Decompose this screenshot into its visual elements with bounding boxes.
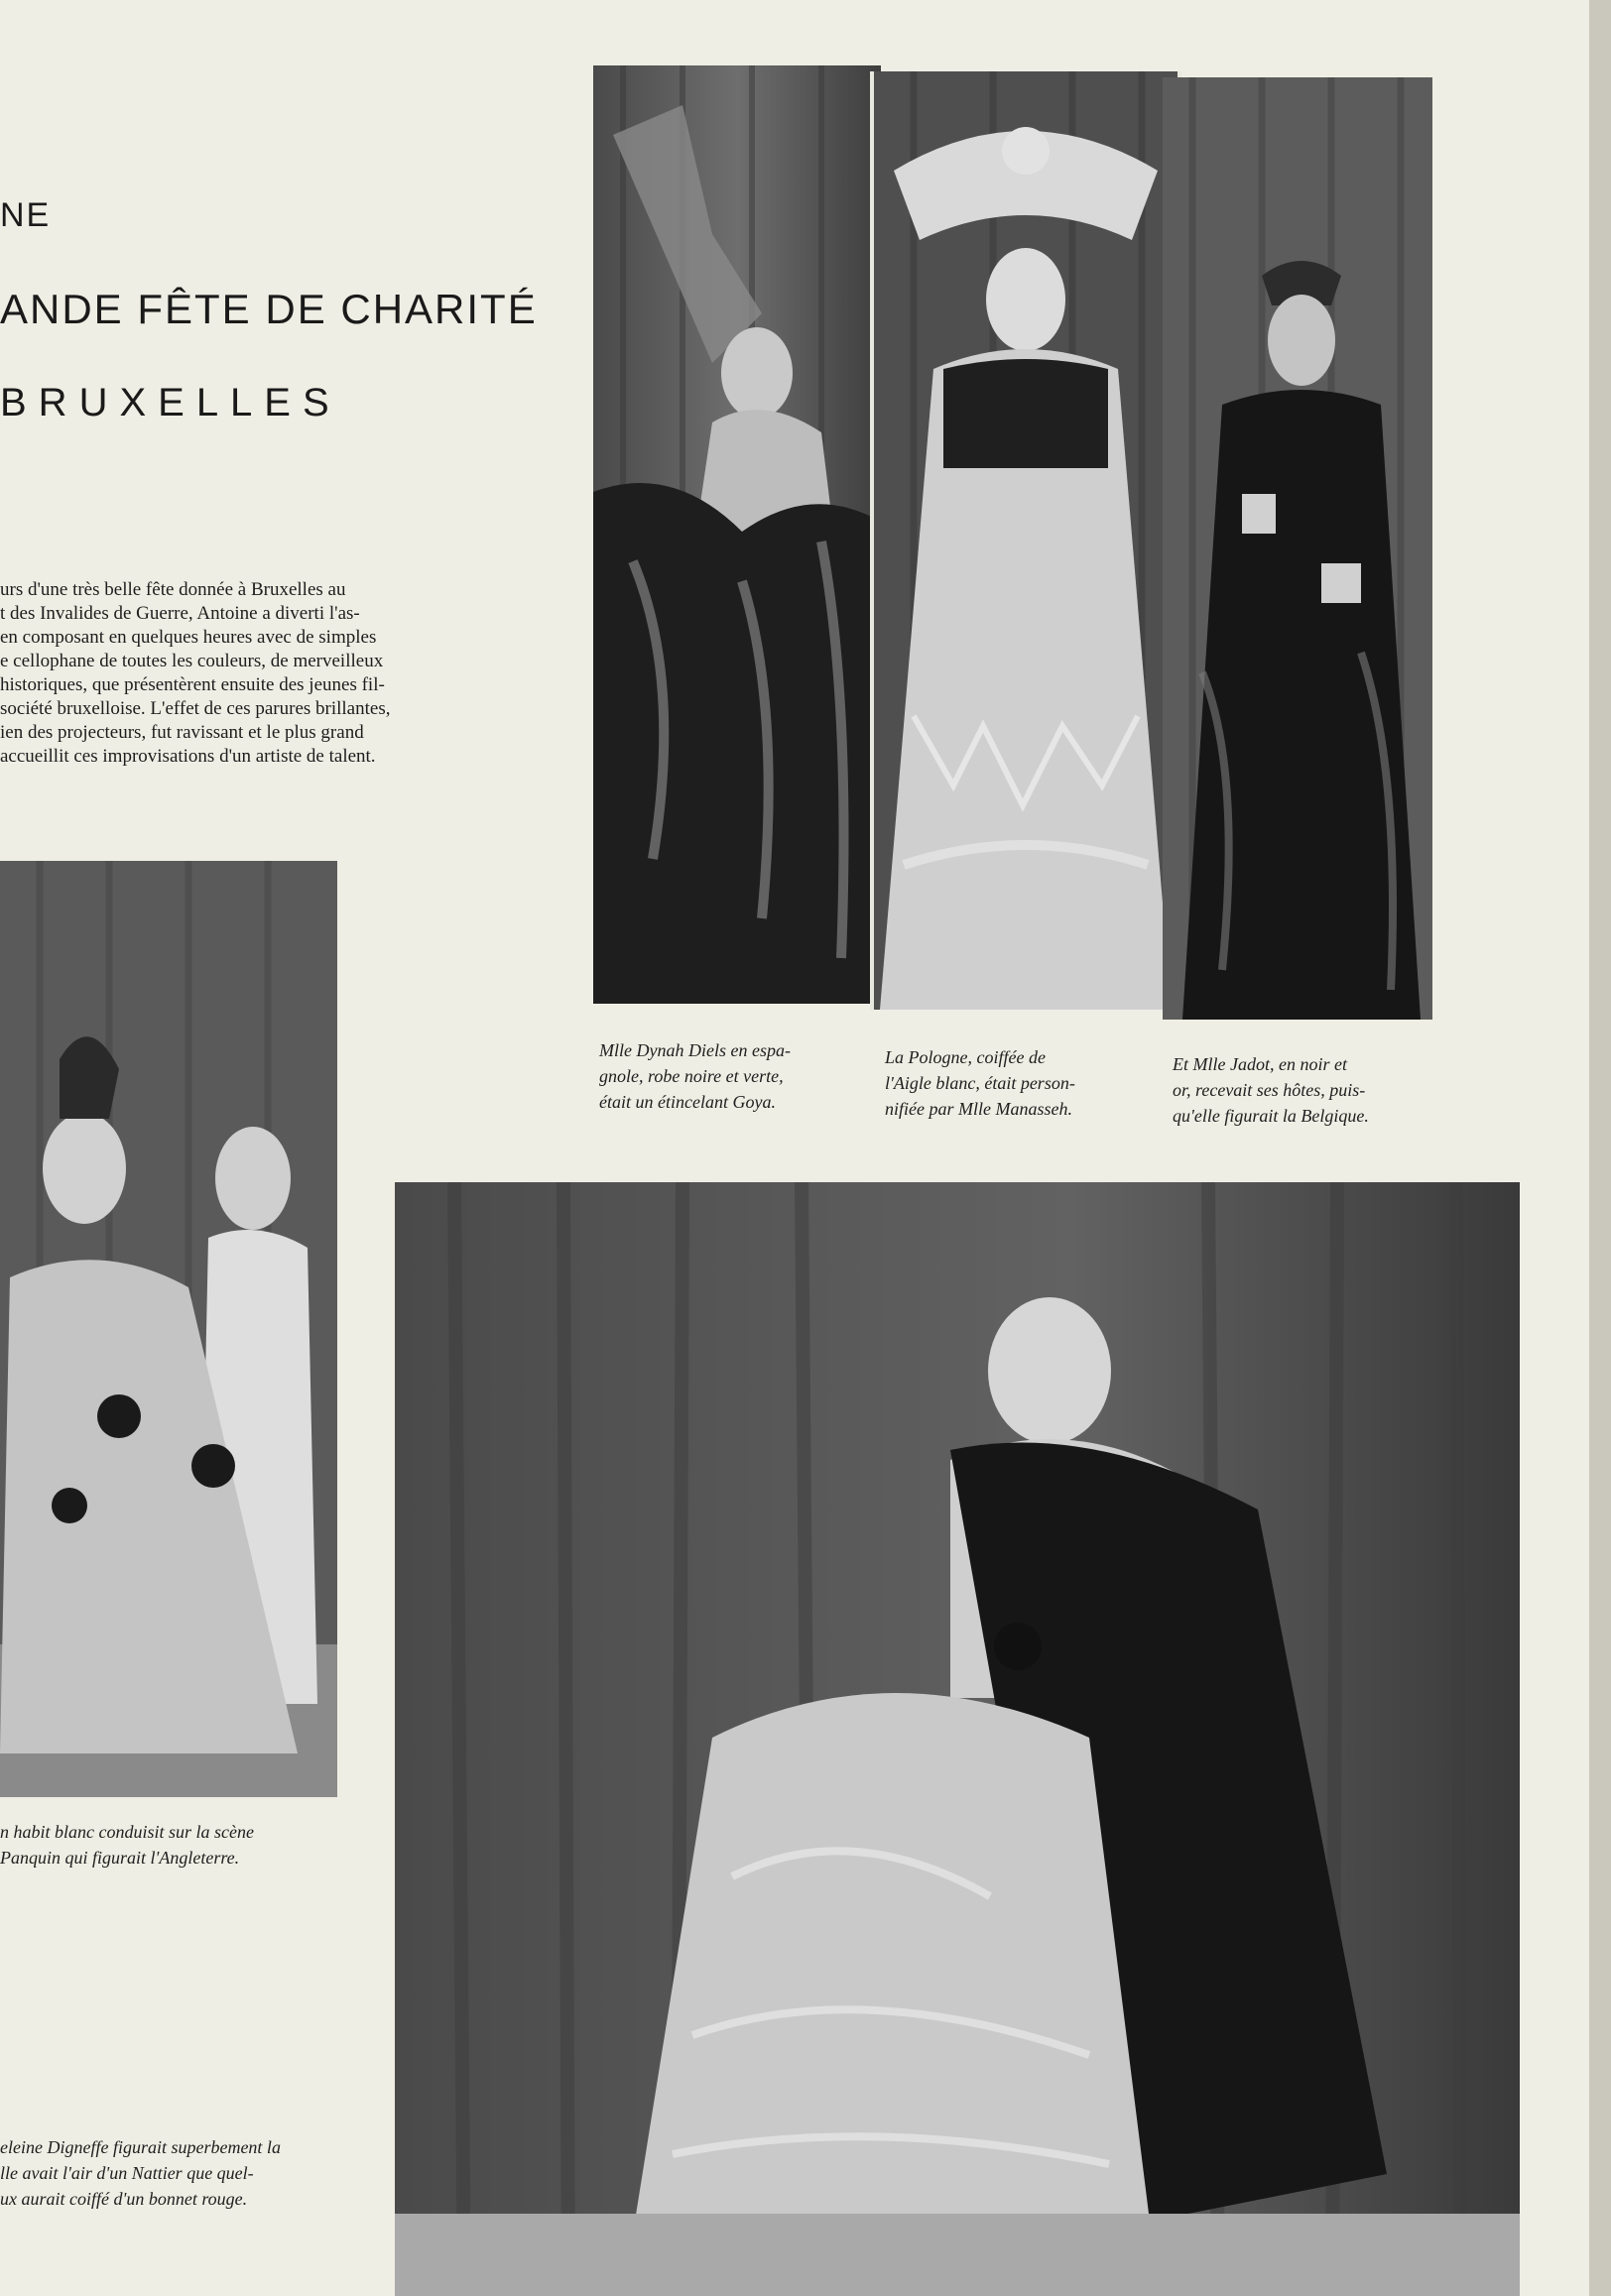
- photo-espagnole-image: [593, 65, 881, 1004]
- article-line: t des Invalides de Guerre, Antoine a diverti l'as-: [0, 603, 360, 624]
- caption-line: eleine Digneffe figurait superbement la: [0, 2137, 281, 2157]
- photo-belgique-image: [1163, 77, 1432, 1020]
- caption-line: lle avait l'air d'un Nattier que quel-: [0, 2163, 254, 2183]
- caption-line: qu'elle figurait la Belgique.: [1173, 1106, 1369, 1126]
- caption-line: nifiée par Mlle Manasseh.: [885, 1099, 1072, 1119]
- article-line: en composant en quelques heures avec de simples: [0, 627, 377, 648]
- caption-line: Et Mlle Jadot, en noir et: [1173, 1054, 1347, 1074]
- article-line: historiques, que présentèrent ensuite des jeunes fil-: [0, 674, 385, 695]
- title-line-3: BRUXELLES: [0, 381, 341, 424]
- caption-belgique: [1173, 1051, 1421, 1129]
- caption-line: Panquin qui figurait l'Angleterre.: [0, 1848, 240, 1868]
- caption-line: gnole, robe noire et verte,: [599, 1066, 784, 1086]
- photo-espagnole: [593, 65, 881, 1004]
- article-line: ien des projecteurs, fut ravissant et le plus grand: [0, 722, 364, 743]
- photo-belgique: [1163, 77, 1432, 1020]
- article-line: urs d'une très belle fête donnée à Bruxelles au: [0, 579, 346, 600]
- photo-angleterre-image: [0, 861, 337, 1797]
- article-line: société bruxelloise. L'effet de ces parures brillantes,: [0, 698, 391, 719]
- photo-large-image: [395, 1182, 1520, 2296]
- caption-line: ux aurait coiffé d'un bonnet rouge.: [0, 2189, 248, 2209]
- article-line: accueillit ces improvisations d'un artiste de talent.: [0, 746, 376, 767]
- caption-line: Mlle Dynah Diels en espa-: [599, 1040, 791, 1060]
- photo-angleterre: [0, 861, 337, 1797]
- photo-pologne-image: [874, 71, 1177, 1010]
- title-line-2: ANDE FÊTE DE CHARITÉ: [0, 286, 538, 332]
- caption-espagnole: [599, 1037, 837, 1115]
- photo-large-cellophane-gown: [395, 1182, 1520, 2296]
- caption-line: or, recevait ses hôtes, puis-: [1173, 1080, 1366, 1100]
- photo-pologne: [870, 71, 1181, 1010]
- caption-line: La Pologne, coiffée de: [885, 1047, 1046, 1067]
- caption-line: n habit blanc conduisit sur la scène: [0, 1822, 254, 1842]
- caption-line: était un étincelant Goya.: [599, 1092, 776, 1112]
- caption-line: l'Aigle blanc, était person-: [885, 1073, 1075, 1093]
- caption-angleterre: [0, 1819, 327, 1871]
- page-edge: [1589, 0, 1611, 2296]
- caption-france: [0, 2134, 317, 2212]
- title-line-1: NE: [0, 196, 52, 234]
- article-line: e cellophane de toutes les couleurs, de merveilleux: [0, 651, 384, 671]
- caption-pologne: [885, 1044, 1133, 1122]
- article-paragraph: [0, 578, 454, 769]
